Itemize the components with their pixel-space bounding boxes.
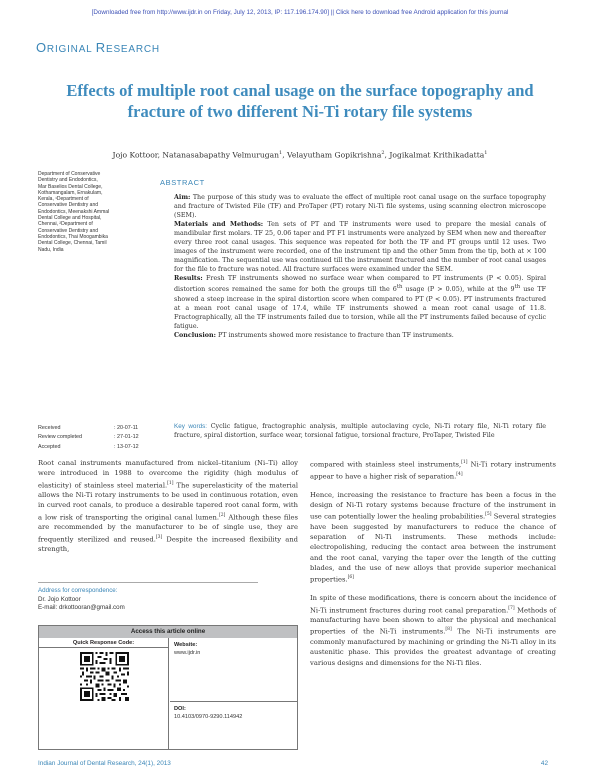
author-list bbox=[60, 150, 540, 160]
body-text: Several strategies have been suggested by manufacturers to reduce the chance of separation of Ni-Ti instruments. These methods include: electropolishing, reducing the contact area between the instrument and the root canal, varying the taper over the length of the cutting blades, and the use of new alloys that provide superior mechanical properties. bbox=[310, 512, 557, 584]
qr-cell bbox=[39, 638, 169, 750]
affiliation-line: Conservative Dentistry and bbox=[38, 202, 99, 209]
abstract-results-text: use TF showed a steep increase in the spiral distortion score when compared to PT (P < 0.05). PT instruments fractured at a mean root canal usage of 17.4, while TF instruments showed a mean root canal usage of 11.8. Fractographically, all the TF instruments failed due to torsion, while all the PT instruments failed because of cyclic fatigue. bbox=[174, 286, 546, 330]
qr-code-icon[interactable] bbox=[80, 652, 129, 701]
page-footer bbox=[38, 760, 548, 767]
body-column-left bbox=[38, 458, 298, 563]
body-paragraph bbox=[38, 458, 298, 554]
affiliation-line: Nadu, India bbox=[38, 246, 64, 253]
keywords-label: Key words: bbox=[174, 423, 208, 430]
body-text: Root canal instruments manufactured from nickel–titanium (Ni–Ti) alloy were introduced in 1988 to overcome the rigidity (high modulus of elasticity) of stainless steel material. bbox=[38, 459, 298, 489]
date-label: Review completed bbox=[38, 434, 83, 441]
keywords bbox=[174, 422, 546, 440]
abstract-aim-text: The purpose of this study was to evaluate the effect of multiple root canal usage on the surface topography and fracture of Twisted File (TF) and ProTaper (PT) rotary Ni-Ti file systems, using scanning electron microscope (SEM). bbox=[174, 194, 546, 220]
citation-link[interactable]: [2] bbox=[219, 512, 226, 518]
author-name: Jogikalmat Krithikadatta bbox=[389, 150, 485, 160]
date-value: : 13-07-12 bbox=[114, 443, 139, 450]
section-label-second-rest: ESEARCH bbox=[105, 44, 160, 55]
author-name: Jojo Kottoor bbox=[112, 150, 158, 160]
date-row-received bbox=[38, 424, 148, 433]
body-paragraph bbox=[310, 458, 556, 481]
affiliation-line: Endodontics, Meenakshi Ammal bbox=[38, 208, 110, 215]
abstract-conclusion-text: PT instruments showed more resistance to fracture than TF instruments. bbox=[215, 331, 454, 339]
date-row-review bbox=[38, 433, 148, 442]
doi-link[interactable]: 10.4103/0970-9290.114942 bbox=[174, 714, 243, 720]
affiliation-line: Endodontics, Thai Moogambika bbox=[38, 233, 108, 240]
ordinal-suffix: th bbox=[514, 284, 521, 291]
abstract-results bbox=[174, 274, 546, 330]
author-separator: , bbox=[384, 150, 390, 160]
body-text: Hence, increasing the resistance to fracture has been a focus in the design of Ni-Ti rotary systems because fracture of the instrument in use can potentially lower the healing probabilities. bbox=[310, 490, 556, 521]
date-row-accepted bbox=[38, 443, 148, 452]
abstract-heading: ABSTRACT bbox=[160, 178, 205, 187]
correspondence-email[interactable]: E-mail: drkottooran@gmail.com bbox=[38, 604, 125, 612]
qr-label: Quick Response Code: bbox=[39, 638, 168, 648]
section-label-second-cap: R bbox=[95, 40, 106, 55]
keywords-text: Cyclic fatigue, fractographic analysis, multiple autoclaving cycle, Ni-Ti rotary file, Ni-Ti rotary file fracture, spiral distortion, surface wear, torsional fatigue, torsional fracture, ProTaper, Twisted File bbox=[174, 423, 546, 440]
affiliations bbox=[38, 171, 146, 253]
body-text: Although these files are recommended by the manufacturer to be of single use, they are frequently sterilized and reused. bbox=[38, 512, 298, 543]
footer-journal: Indian Journal of Dental Research, 24(1), 2013 bbox=[38, 760, 171, 767]
access-online-box bbox=[38, 625, 298, 750]
ordinal-suffix: th bbox=[396, 284, 403, 291]
body-column-right bbox=[310, 458, 556, 676]
affiliation-line: Mar Baselios Dental College, bbox=[38, 183, 103, 190]
author-separator: , bbox=[282, 150, 288, 160]
access-heading: Access this article online bbox=[39, 626, 297, 638]
citation-link[interactable]: [7] bbox=[508, 605, 515, 611]
author-affil-mark: 1 bbox=[484, 150, 488, 156]
citation-link[interactable]: [1] bbox=[167, 480, 174, 486]
download-banner[interactable]: [Downloaded free from http://www.ijdr.in on Friday, July 12, 2013, IP: 117.196.174.90] || Click here to download free Android application for this journal bbox=[91, 9, 509, 16]
abstract-results-text: Fresh TF instruments showed no surface wear when compared to PT instruments (P < 0.05). Spiral distortion scores remained the same for both the groups till the 6 bbox=[174, 275, 546, 294]
body-text: Despite the increased flexibility and strength, bbox=[38, 534, 298, 554]
page-number: 42 bbox=[540, 760, 548, 767]
date-label: Accepted bbox=[38, 443, 61, 450]
access-info-cell bbox=[170, 638, 298, 750]
section-label-first-cap: O bbox=[36, 40, 47, 55]
date-label: Received bbox=[38, 425, 61, 431]
correspondence bbox=[38, 582, 258, 613]
abstract-conclusion-label: Conclusion: bbox=[174, 331, 216, 339]
body-text: compared with stainless steel instruments, bbox=[310, 460, 462, 469]
abstract-conclusion bbox=[174, 331, 546, 340]
citation-link[interactable]: [1] bbox=[461, 460, 468, 465]
section-label-first-rest: RIGINAL bbox=[46, 44, 93, 55]
abstract-results-text: usage (P > 0.05), while at the 9 bbox=[402, 286, 515, 294]
author-affil-mark: 2 bbox=[381, 150, 385, 156]
affiliation-line: Department of Conservative bbox=[38, 171, 101, 177]
date-value: : 27-01-12 bbox=[114, 434, 139, 441]
citation-link[interactable]: [4] bbox=[456, 471, 463, 477]
body-text: The Ni-Ti instruments are commonly manufactured by machining or grinding the Ni-Ti alloy in its austenitic phase. This provides the greatest advantage of creating various designs and dimensions for the Ni-Ti files. bbox=[310, 627, 556, 667]
article-dates bbox=[38, 424, 148, 452]
affiliation-line: Dentistry and Endodontics, bbox=[38, 177, 98, 184]
author-name: Natanasabapathy Velmurugan bbox=[162, 150, 280, 160]
abstract-methods-label: Materials and Methods: bbox=[174, 221, 264, 229]
affiliation-line: Chennai, ²Department of bbox=[38, 221, 93, 228]
body-text: The superelasticity of the material allows the Ni-Ti rotary instruments to be used in continuous rotation, even in curved root canals, to produce a desirable tapered root canal form, with a low risk of transporting the original canal lumen. bbox=[38, 480, 298, 521]
abstract-methods-text: Ten sets of PT and TF instruments were used to prepare the mesial canals of mandibular first molars. TF 25, 0.06 taper and PT F1 instruments were analyzed by SEM when new and thereafter every three root canal usages. This sequence was repeated for both the TF and PT groups until 12 uses. Two images of the instrument were recorded, one of the instrument tip and the other 5mm from the tip, both at × 100 magnification. The sequential use was continued till the instrument fractured and the number of root canal usages for the file to fracture was noted. All fracture surfaces were examined under the SEM. bbox=[174, 221, 546, 274]
abstract-results-label: Results: bbox=[174, 275, 203, 283]
abstract-methods bbox=[174, 220, 546, 274]
website-block bbox=[170, 638, 298, 702]
author-name: Velayutham Gopikrishna bbox=[287, 150, 382, 160]
affiliation-line: Kothamangalam, Ernakulam, bbox=[38, 189, 103, 196]
body-text: In spite of these modifications, there is concern about the incidence of Ni-Ti instrument fractures during root canal preparation. bbox=[310, 594, 556, 614]
affiliation-line: Dental College and Hospital, bbox=[38, 215, 102, 222]
body-text: Methods of manufacturing have been shown to alter the physical and mechanical properties of the Ni-Ti instruments. bbox=[310, 605, 556, 636]
date-value: : 20-07-11 bbox=[114, 425, 139, 431]
affiliation-line: Dental College, Chennai, Tamil bbox=[38, 240, 107, 247]
author-affil-mark: 1 bbox=[279, 150, 283, 156]
section-label bbox=[36, 40, 160, 55]
body-paragraph bbox=[310, 593, 556, 668]
correspondence-name: Dr. Jojo Kottoor bbox=[38, 595, 81, 603]
affiliation-line: Kerala, ¹Department of bbox=[38, 196, 89, 203]
abstract-aim bbox=[174, 193, 546, 220]
website-label: Website: bbox=[174, 642, 198, 648]
citation-link[interactable]: [6] bbox=[347, 575, 355, 581]
website-link[interactable]: www.ijdr.in bbox=[174, 650, 201, 656]
citation-link[interactable]: [5] bbox=[485, 512, 492, 518]
doi-block bbox=[170, 702, 298, 724]
citation-link[interactable]: [3] bbox=[155, 534, 163, 540]
doi-label: DOI: bbox=[174, 706, 186, 712]
body-text: Ni-Ti rotary instruments appear to have a higher risk of separation. bbox=[310, 460, 556, 480]
abstract-body bbox=[174, 193, 546, 340]
author-separator: , bbox=[157, 150, 163, 160]
correspondence-heading: Address for correspondence: bbox=[38, 587, 118, 594]
citation-link[interactable]: [8] bbox=[445, 627, 452, 633]
article-title: Effects of multiple root canal usage on the surface topography and fracture of two different Ni-Ti rotary file systems bbox=[66, 81, 534, 121]
body-paragraph bbox=[310, 490, 556, 585]
affiliation-line: Conservative Dentistry and bbox=[38, 227, 99, 234]
abstract-aim-label: Aim: bbox=[174, 194, 191, 201]
